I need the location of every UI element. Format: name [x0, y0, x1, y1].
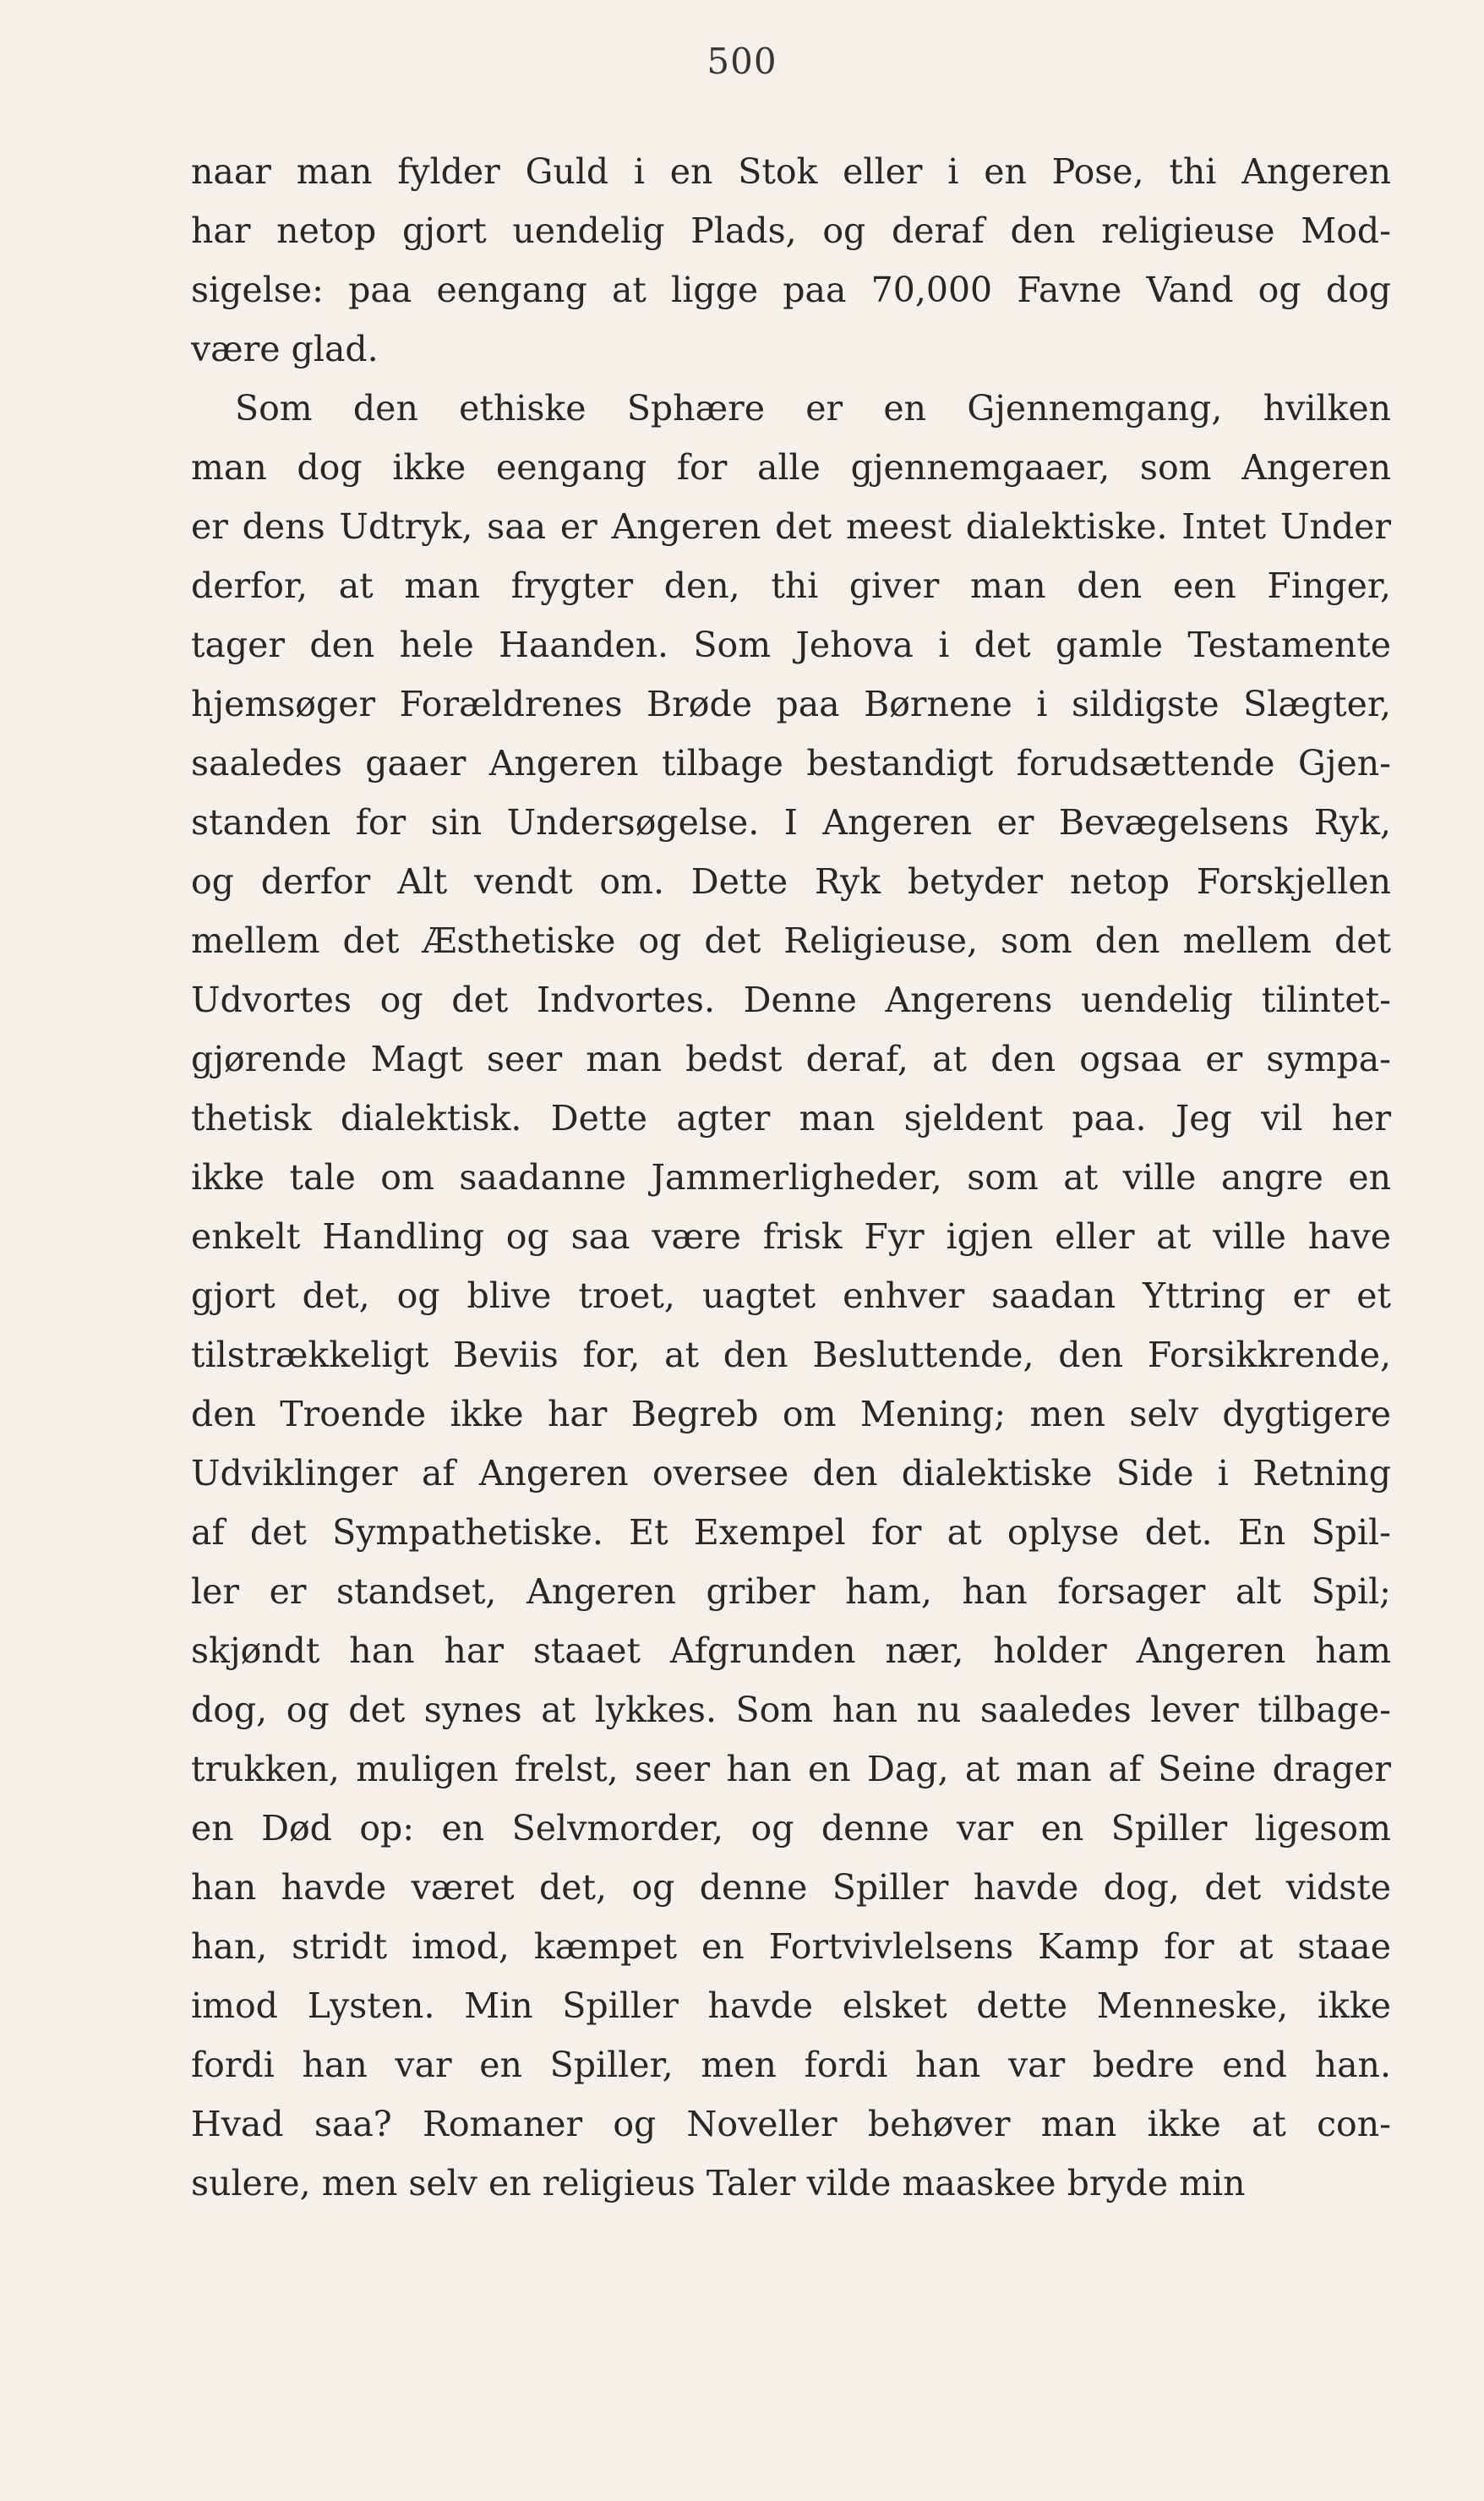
text-line: mellem det Æsthetiske og det Religieuse, som den mellem det [191, 920, 1391, 961]
text-line: gjørende Magt seer man bedst deraf, at den ogsaa er sympa- [191, 1039, 1391, 1079]
text-line: Som den ethiske Sphære er en Gjennemgang, hvilken [235, 388, 1391, 429]
body-text [191, 142, 1391, 2213]
text-line: ler er standset, Angeren griber ham, han forsager alt Spil; [191, 1571, 1391, 1612]
text-line: standen for sin Undersøgelse. I Angeren er Bevægelsens Ryk, [191, 802, 1391, 843]
text-line: hjemsøger Forældrenes Brøde paa Børnene i sildigste Slægter, [191, 684, 1391, 724]
text-line: han, stridt imod, kæmpet en Fortvivlelsens Kamp for at staae [191, 1926, 1391, 1967]
text-line: enkelt Handling og saa være frisk Fyr igjen eller at ville have [191, 1216, 1391, 1257]
text-line: tager den hele Haanden. Som Jehova i det gamle Testamente [191, 625, 1391, 665]
text-line: saaledes gaaer Angeren tilbage bestandigt forudsættende Gjen- [191, 743, 1391, 784]
page-number: 500 [707, 41, 777, 82]
text-line: af det Sympathetiske. Et Exempel for at oplyse det. En Spil- [191, 1512, 1391, 1553]
text-line: ikke tale om saadanne Jammerligheder, som at ville angre en [191, 1157, 1391, 1198]
text-line: Udvortes og det Indvortes. Denne Angerens uendelig tilintet- [191, 980, 1391, 1020]
text-line: være glad. [191, 329, 379, 369]
text-line: thetisk dialektisk. Dette agter man sjeldent paa. Jeg vil her [191, 1098, 1391, 1139]
text-line: han havde været det, og denne Spiller havde dog, det vidste [191, 1867, 1391, 1908]
text-line: Hvad saa? Romaner og Noveller behøver man ikke at con- [191, 2104, 1391, 2144]
text-line: den Troende ikke har Begreb om Mening; men selv dygtigere [191, 1394, 1391, 1434]
text-line: trukken, muligen frelst, seer han en Dag, at man af Seine drager [191, 1749, 1391, 1789]
text-line: har netop gjort uendelig Plads, og deraf den religieuse Mod- [191, 210, 1391, 251]
text-line: derfor, at man frygter den, thi giver man den een Finger, [191, 565, 1391, 606]
text-line: fordi han var en Spiller, men fordi han var bedre end han. [191, 2045, 1391, 2085]
text-line: Udviklinger af Angeren overseе den dialektiske Side i Retning [191, 1453, 1391, 1494]
text-line: gjort det, og blive troet, uagtet enhver saadan Yttring er et [191, 1275, 1391, 1316]
text-line: tilstrækkeligt Beviis for, at den Besluttende, den Forsikkrende, [191, 1335, 1391, 1375]
text-line: man dog ikke eengang for alle gjennemgaaer, som Angeren [191, 447, 1391, 488]
text-line: sulere, men selv en religieus Taler vilde maaskee bryde min [191, 2163, 1246, 2203]
text-line: sigelse: paa eengang at ligge paa 70,000 Favne Vand og dog [191, 270, 1391, 310]
text-line: og derfor Alt vendt om. Dette Ryk betyder netop Forskjellen [191, 861, 1391, 902]
text-line: imod Lysten. Min Spiller havde elsket dette Menneske, ikke [191, 1985, 1391, 2026]
text-line: en Død op: en Selvmorder, og denne var en Spiller ligesom [191, 1808, 1391, 1848]
text-line: er dens Udtryk, saa er Angeren det meest dialektiske. Intet Under [191, 506, 1391, 547]
text-line: dog, og det synes at lykkes. Som han nu saaledes lever tilbage- [191, 1690, 1391, 1730]
text-line: naar man fylder Guld i en Stok eller i en Pose, thi Angeren [191, 151, 1391, 192]
text-line: skjøndt han har staaet Afgrunden nær, holder Angeren ham [191, 1630, 1391, 1671]
